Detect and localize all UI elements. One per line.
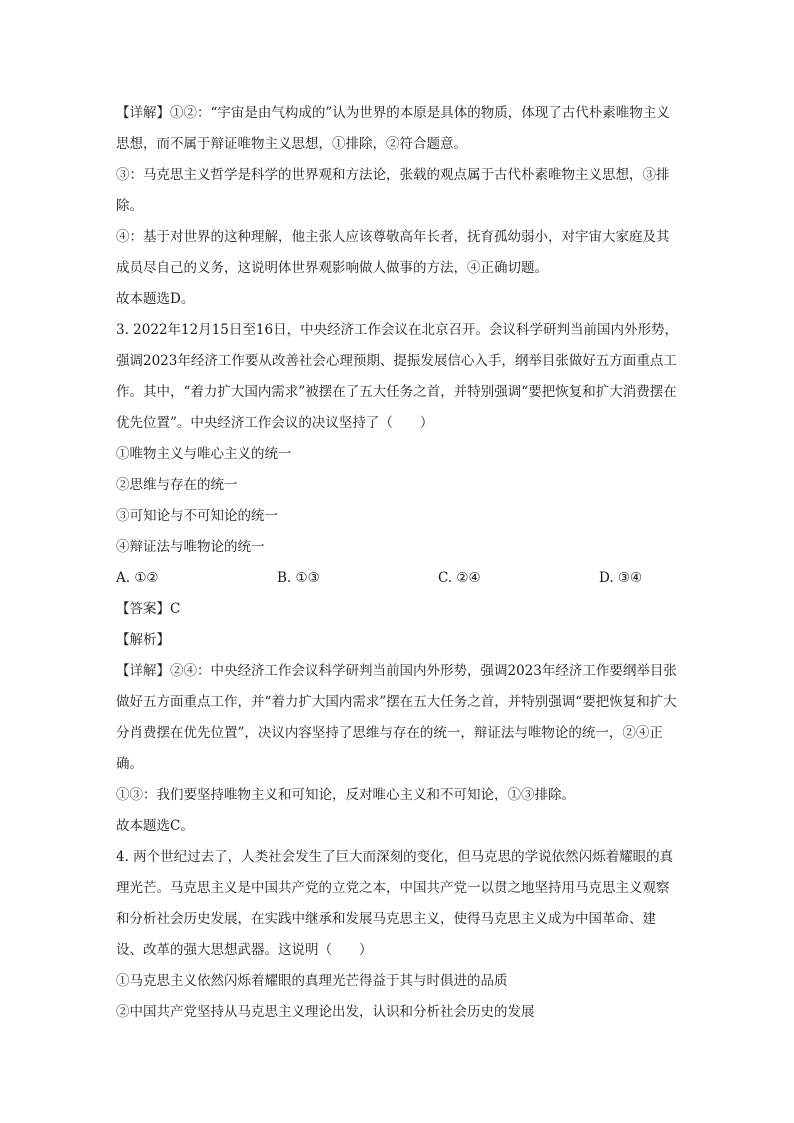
explanation-paragraph-2: ③：马克思主义哲学是科学的世界观和方法论，张载的观点属于古代朴素唯物主义思想，③排除。 (116, 167, 670, 214)
question-3-stem: 3. 2022年12月15日至16日，中央经济工作会议在北京召开。会议科学研判当前国内外形势，强调2023年经济工作要从改善社会心理预期、提振发展信心入手，纲举目张做好五方面重点工作。其中，“着力扩大国内需求”被摆在了五大任务之首，并特别强调“要把恢复和扩大消费摆在优先位置”。中央经济工作会议的决议坚持了（ ） (116, 322, 679, 431)
document-body (116, 98, 682, 1028)
statement-1: ①唯物主义与唯心主义的统一 (116, 446, 292, 462)
option-b: B. ①③ (277, 570, 320, 586)
option-a: A. ①② (116, 570, 159, 586)
analysis-heading: 【解析】 (116, 632, 170, 648)
explanation-paragraph-1: 【详解】①②：“宇宙是由气构成的”认为世界的本原是具体的物质，体现了古代朴素唯物主义思想，而不属于辩证唯物主义思想，①排除，②符合题意。 (116, 105, 670, 152)
conclusion-line-2: 故本题选C。 (116, 818, 194, 834)
option-d: D. ③④ (599, 570, 643, 586)
answer-options (116, 563, 682, 594)
statement-4: ④辩证法与唯物论的统一 (116, 539, 265, 555)
statement-2: ②思维与存在的统一 (116, 477, 238, 493)
answer-line: 【答案】C (116, 601, 181, 617)
statement-3: ③可知论与不可知论的统一 (116, 508, 278, 524)
statement-q4-1: ①马克思主义依然闪烁着耀眼的真理光芒得益于其与时俱进的品质 (116, 973, 508, 989)
explanation-paragraph-5: ①③：我们要坚持唯物主义和可知论，反对唯心主义和不可知论，①③排除。 (116, 787, 575, 803)
statement-q4-2: ②中国共产党坚持从马克思主义理论出发，认识和分析社会历史的发展 (116, 1004, 535, 1020)
question-4-stem: 4. 两个世纪过去了，人类社会发生了巨大而深刻的变化，但马克思的学说依然闪烁着耀眼的真理光芒。马克思主义是中国共产党的立党之本，中国共产党一以贯之地坚持用马克思主义观察和分析社会历史发展，在实践中继承和发展马克思主义，使得马克思主义成为中国革命、建设、改革的强大思想武器。这说明（ ） (116, 849, 674, 958)
conclusion-line: 故本题选D。 (116, 291, 195, 307)
explanation-paragraph-4: 【详解】②④：中央经济工作会议科学研判当前国内外形势，强调2023年经济工作要纲举目张做好五方面重点工作，并“着力扩大国内需求”摆在五大任务之首，并特别强调“要把恢复和扩大分肖费摆在优先位置”，决议内容坚持了思维与存在的统一，辩证法与唯物论的统一，②④正确。 (116, 663, 677, 772)
option-c: C. ②④ (438, 570, 481, 586)
explanation-paragraph-3: ④：基于对世界的这种理解，他主张人应该尊敬高年长者，抚育孤幼弱小，对宇宙大家庭及其成员尽自己的义务，这说明体世界观影响做人做事的方法，④正确切题。 (116, 229, 670, 276)
